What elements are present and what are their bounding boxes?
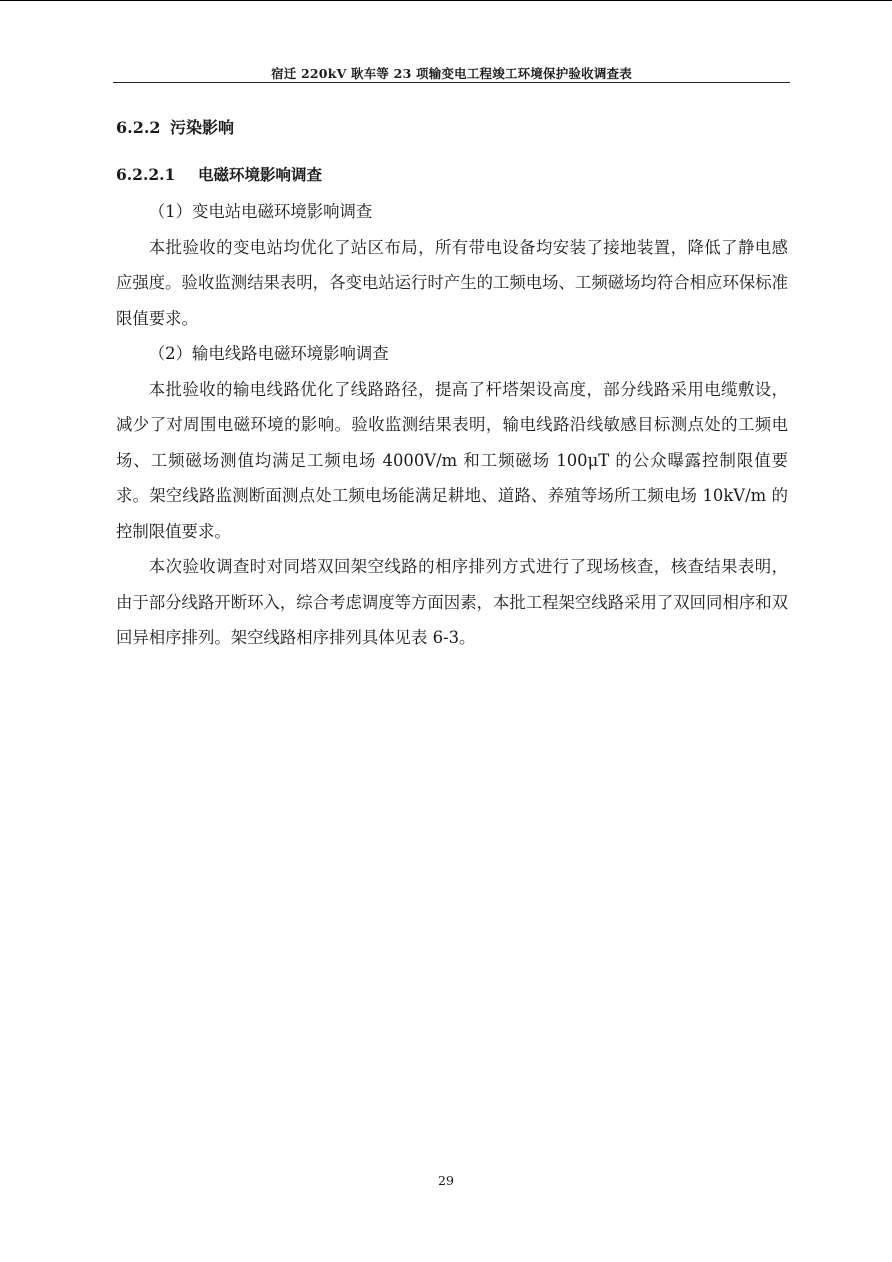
section-title: 污染影响 xyxy=(170,118,235,137)
section-number: 6.2.2 xyxy=(116,118,161,137)
paragraph-line-heading: （2）输电线路电磁环境影响调查 xyxy=(148,344,389,363)
paragraph-substation: 本批验收的变电站均优化了站区布局，所有带电设备均安装了接地装置，降低了静电感应强度。验收监测结果表明，各变电站运行时产生的工频电场、工频磁场均符合相应环保标准限值要求。 xyxy=(116,237,789,328)
subsection-title: 电磁环境影响调查 xyxy=(198,165,323,184)
page-header: 宿迁 220kV 耿车等 23 项输变电工程竣工环境保护验收调查表 xyxy=(271,66,632,81)
paragraph-substation-heading: （1）变电站电磁环境影响调查 xyxy=(148,202,373,221)
subsection-number: 6.2.2.1 xyxy=(116,165,176,184)
section-heading xyxy=(116,115,234,138)
page-number: 29 xyxy=(438,1173,454,1188)
subsection-heading xyxy=(116,163,322,185)
paragraph-line: 本批验收的输电线路优化了线路路径，提高了杆塔架设高度，部分线路采用电缆敷设，减少了对周围电磁环境的影响。验收监测结果表明，输电线路沿线敏感目标测点处的工频电场、工频磁场测值均满足工频电场 4000V/m 和工频磁场 100μT 的公众曝露控制限值要求。架空线路监测断面测点处工频电场能满足耕地、道路、养殖等场所工频电场 10kV/m 的控制限值要求。 xyxy=(116,379,788,541)
top-border-line xyxy=(0,0,892,1)
paragraph-phase-sequence: 本次验收调查时对同塔双回架空线路的相序排列方式进行了现场核查，核查结果表明，由于部分线路开断环入，综合考虑调度等方面因素，本批工程架空线路采用了双回同相序和双回异相序排列。架空线路相序排列具体见表 6-3。 xyxy=(116,557,789,647)
body-text xyxy=(116,194,788,656)
header-divider xyxy=(113,82,790,83)
